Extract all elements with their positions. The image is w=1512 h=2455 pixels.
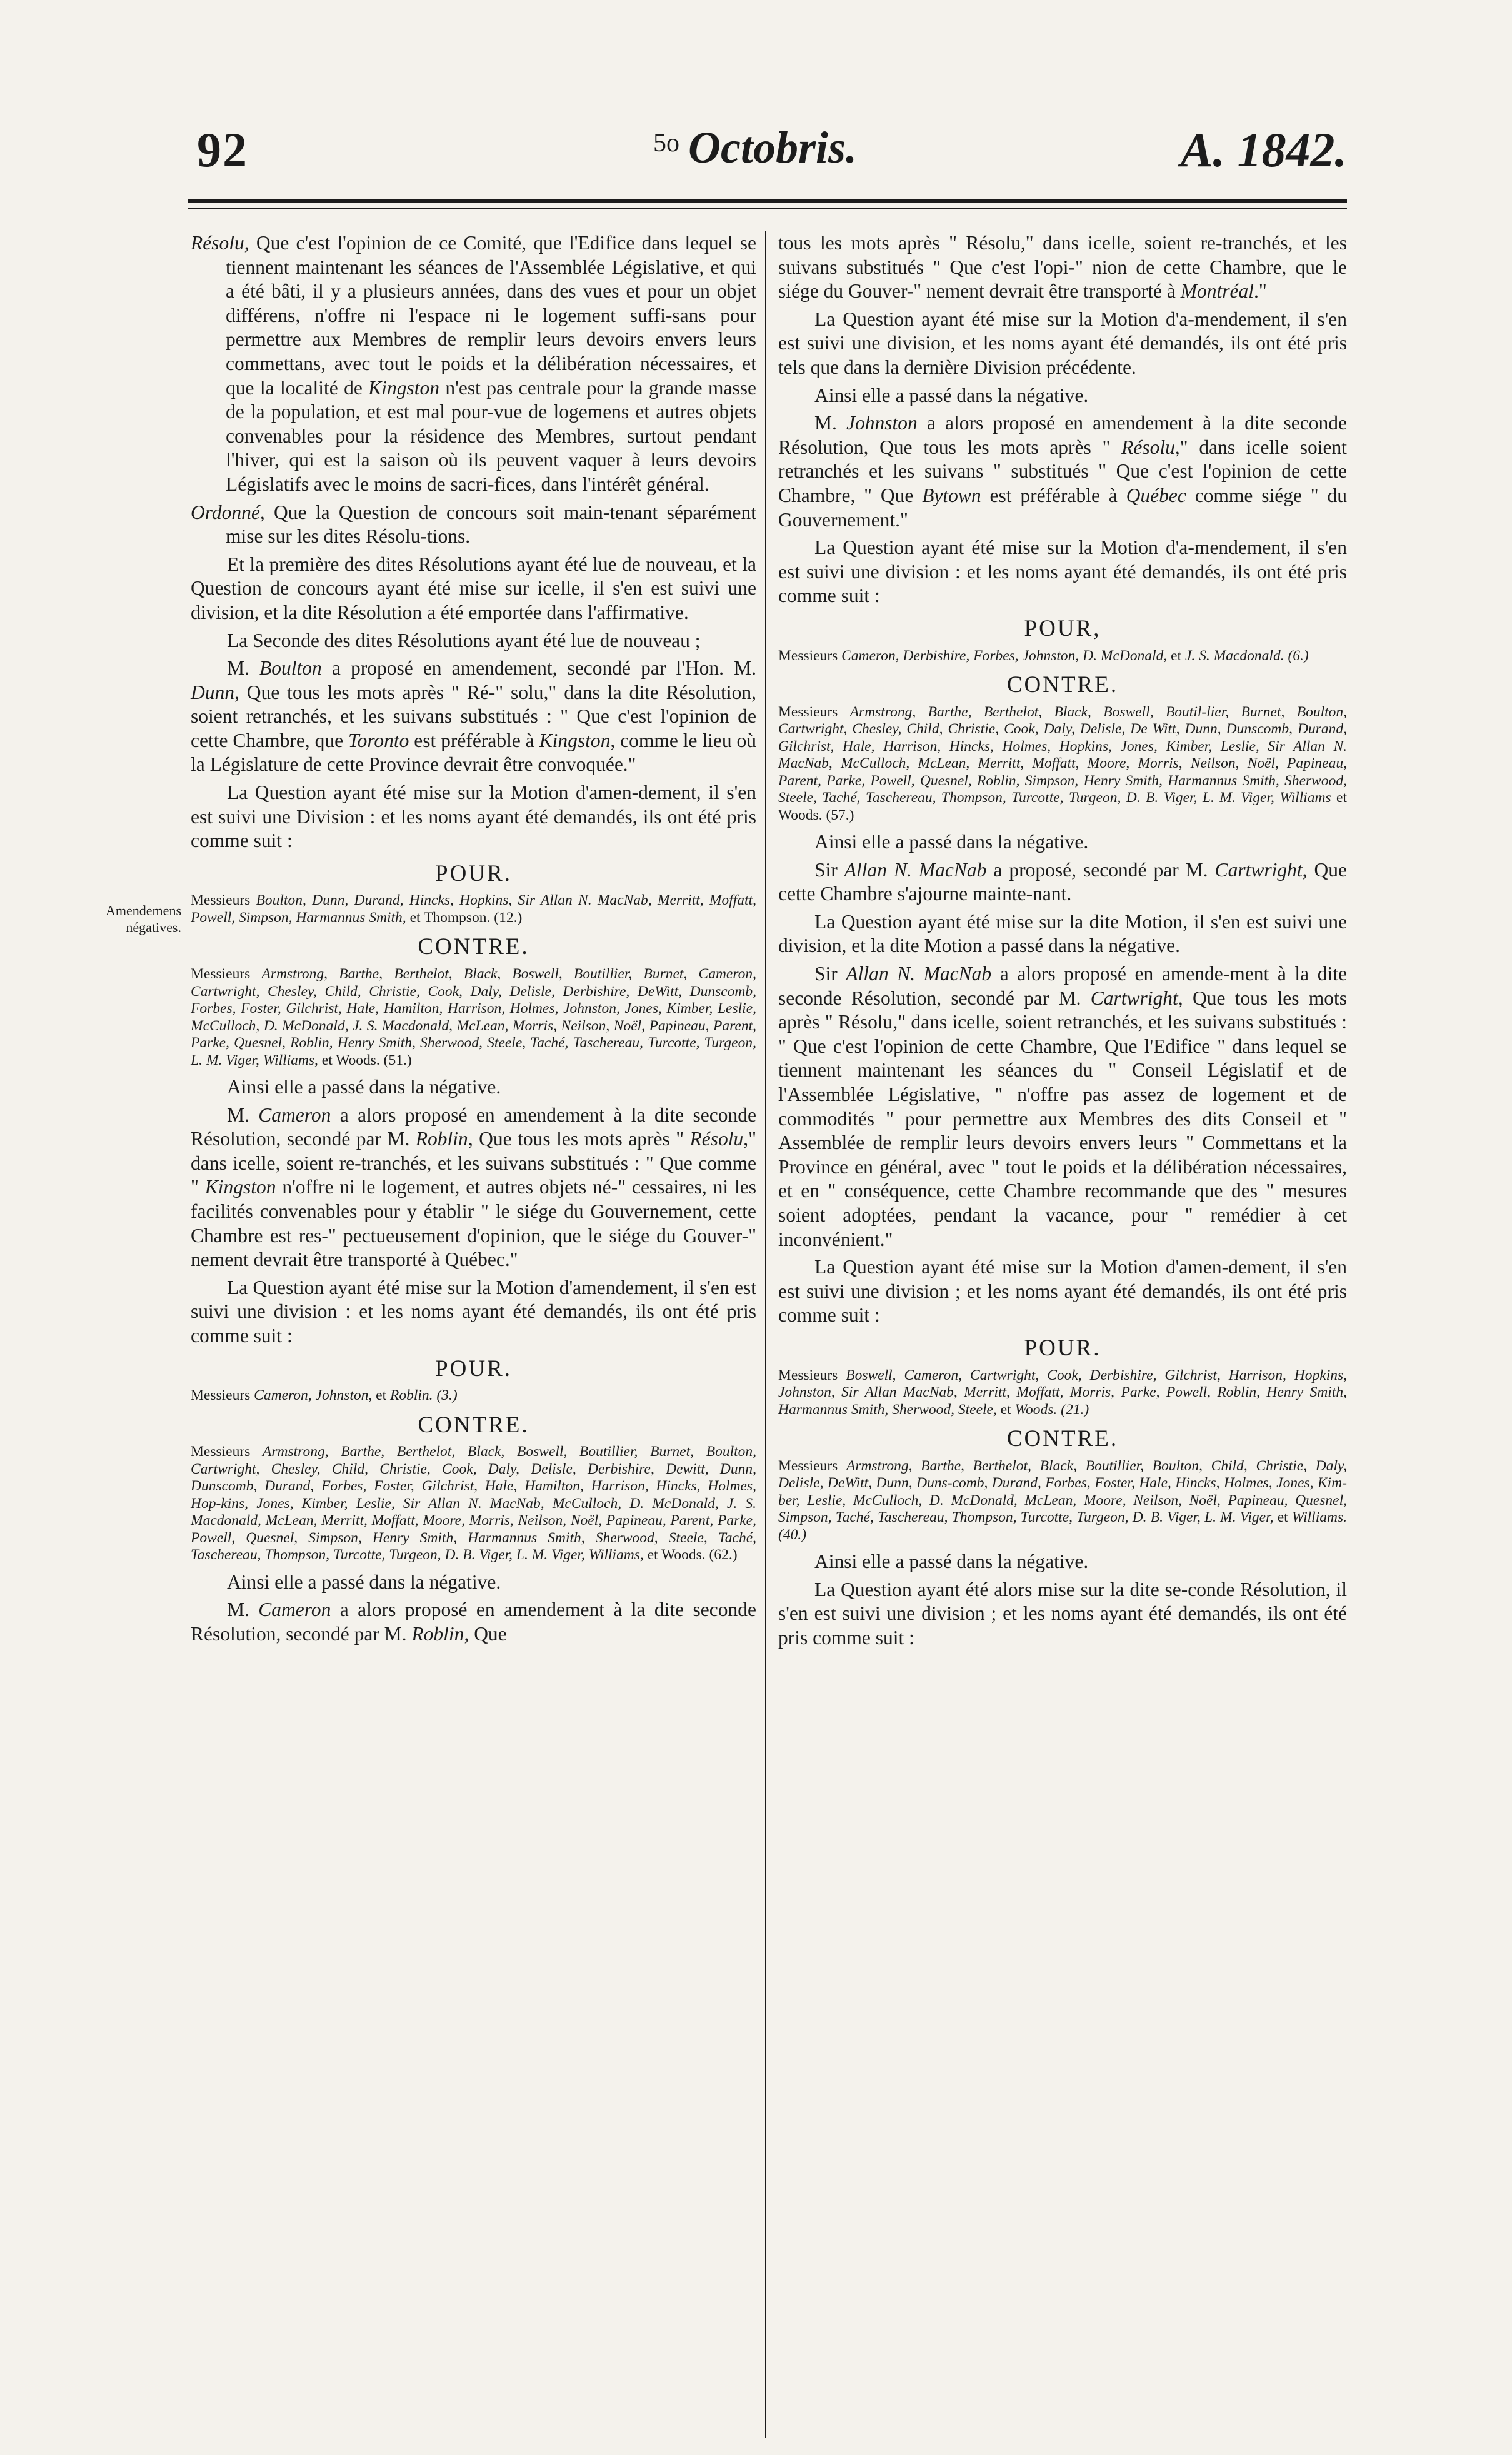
year: A. 1842. — [1180, 123, 1347, 177]
paragraph: La Question ayant été mise sur la dite Motion, il s'en est suivi une division, et la dite Motion a passé dans la négative. — [778, 910, 1347, 957]
right-column — [778, 231, 1347, 1654]
vote-heading-contre: CONTRE. — [1006, 1426, 1119, 1452]
vote-names-pour: Messieurs Boulton, Dunn, Durand, Hincks, Hopkins, Sir Allan N. MacNab, Merritt, Moffatt, Powell, Simpson, Harmannus Smith, et Thompson. (12.) — [191, 892, 756, 926]
paragraph: La Question ayant été mise sur la Motion d'amendement, il s'en est suivi une division : et les noms ayant été demandés, ils ont été pris comme suit : — [191, 1276, 756, 1347]
amendment-macnab: Sir Allan N. MacNab a alors proposé en amende-ment à la dite seconde Résolution, secondé par M. Cartwright, Que tous les mots après " Résolu," dans icelle, soient retranchés, et les suivans substitués : " Que c'est l'opinion de cette Chambre, Que l'Edifice " dans lequel se tiennent maintenant les séances du " Conseil Législatif et de l'Assemblée Législative, " n'offre pas assez de logement et de commodités " pour permettre aux Membres des dits Conseil et " Assemblée de remplir leurs devoirs envers leurs " Commettans et la Province en général, avec " tout le poids et la délibération nécessaires, et en " conséquence, cette Chambre recommande que des " mesures soient adoptées, pendant la vacance, pour " remédier à cet inconvénient." — [778, 963, 1347, 1250]
vote-names-contre: Messieurs Armstrong, Barthe, Berthelot, Black, Boswell, Boutillier, Burnet, Cameron, Cartwright, Chesley, Child, Christie, Cook, Daly, Delisle, Derbishire, DeWitt, Dunscomb, Forbes, Foster, Gilchrist, Hale, Hamilton, Harrison, Holmes, Johnston, Jones, Kimber, Leslie, McCulloch, D. McDonald, J. S. Macdonald, McLean, Morris, Neilson, Noël, Papineau, Parent, Parke, Quesnel, Roblin, Henry Smith, Sherwood, Steele, Taché, Taschereau, Turcotte, Turgeon, L. M. Viger, Williams, et Woods. (51.) — [191, 966, 757, 1068]
vote-heading-contre: CONTRE. — [418, 1412, 529, 1438]
vote-heading-pour: POUR. — [1024, 1335, 1101, 1361]
result-line: Ainsi elle a passé dans la négative. — [814, 1550, 1089, 1573]
page-number: 92 — [197, 123, 248, 177]
vote-heading-contre: CONTRE. — [1006, 672, 1119, 698]
date-month: Octobris. — [688, 123, 857, 173]
result-line: Ainsi elle a passé dans la négative. — [814, 831, 1089, 853]
amendment-continuation: tous les mots après " Résolu," dans icelle, soient re-tranchés, et les suivans substitués " Que c'est l'opi-" nion de cette Chambre, que le siége du Gouver-" nement devrait être transporté à Montréal." — [778, 232, 1347, 303]
vote-names-pour: Messieurs Cameron, Derbishire, Forbes, Johnston, D. McDonald, et J. S. Macdonald. (6.) — [778, 647, 1309, 664]
vote-heading-pour: POUR. — [435, 1355, 512, 1382]
amendment-boulton: M. Boulton a proposé en amendement, secondé par l'Hon. M. Dunn, Que tous les mots après " Ré-" solu," dans la dite Résolution, soient retranchés, et les suivans substitués : " Que c'est l'opinion de cette Chambre, que Toronto est préférable à Kingston, comme le lieu où la Législature de cette Province devrait être convoquée." — [191, 657, 756, 776]
paragraph: Et la première des dites Résolutions ayant été lue de nouveau, et la Question de concours ayant été mise sur icelle, il s'en est suivi une division, et la dite Résolution a été emportée dans l'affirmative. — [191, 553, 756, 623]
column-divider — [764, 231, 768, 2438]
vote-heading-contre: CONTRE. — [418, 934, 529, 960]
date-day: 5o — [653, 129, 679, 158]
vote-names-contre: Messieurs Armstrong, Barthe, Berthelot, Black, Boswell, Boutil-lier, Burnet, Boulton, Cartwright, Chesley, Child, Christie, Cook, Daly, Delisle, De Witt, Dunn, Dunscomb, Durand, Gilchrist, Hale, Harrison, Hincks, Holmes, Hopkins, Jones, Kimber, Leslie, Sir Allan N. MacNab, McCulloch, McLean, Merritt, Moffatt, Moore, Morris, Neilson, Noël, Papineau, Parent, Parke, Powell, Quesnel, Roblin, Simpson, Henry Smith, Harmannus Smith, Sherwood, Steele, Taché, Taschereau, Thompson, Turcotte, Turgeon, D. B. Viger, L. M. Viger, Williams et Woods. (57.) — [778, 703, 1348, 823]
result-line: Ainsi elle a passé dans la négative. — [227, 1570, 501, 1593]
session-date — [653, 122, 857, 174]
result-line: Ainsi elle a passé dans la négative. — [227, 1076, 501, 1098]
header-rule-thick — [188, 199, 1347, 203]
vote-names-contre: Messieurs Armstrong, Barthe, Berthelot, Black, Boutillier, Boulton, Child, Christie, Daly, Delisle, DeWitt, Dunn, Duns-comb, Durand, Forbes, Foster, Hale, Hincks, Holmes, Jones, Kim-ber, Leslie, McCulloch, D. McDonald, McLean, Moore, Neilson, Noël, Papineau, Quesnel, Simpson, Taché, Taschereau, Thompson, Turcotte, Turgeon, D. B. Viger, L. M. Viger, et Williams. (40.) — [778, 1457, 1347, 1543]
vote-names-contre: Messieurs Armstrong, Barthe, Berthelot, Black, Boswell, Boutillier, Burnet, Boulton, Cartwright, Chesley, Child, Christie, Cook, Daly, Delisle, Derbishire, Dewitt, Dunn, Dunscomb, Durand, Forbes, Foster, Gilchrist, Hale, Hamilton, Harrison, Hincks, Holmes, Hop-kins, Jones, Kimber, Leslie, Sir Allan N. MacNab, McCulloch, D. McDonald, J. S. Macdonald, McLean, Merritt, Moffatt, Moore, Morris, Neilson, Noël, Papineau, Parent, Parke, Powell, Quesnel, Simpson, Henry Smith, Harmannus Smith, Sherwood, Steele, Taché, Taschereau, Thompson, Turcotte, Turgeon, D. B. Viger, L. M. Viger, Williams, et Woods. (62.) — [191, 1443, 756, 1564]
page-header — [188, 122, 1347, 178]
amendment-cameron-2: M. Cameron a alors proposé en amendement à la dite seconde Résolution, secondé par M. Roblin, Que — [191, 1599, 756, 1645]
paragraph: La Question ayant été mise sur la Motion d'a-mendement, il s'en est suivi une division, et les noms ayant été demandés, ils ont été pris tels que dans la dernière Division précédente. — [778, 308, 1347, 378]
vote-names-pour: Messieurs Cameron, Johnston, et Roblin. (3.) — [191, 1387, 458, 1404]
left-column — [191, 231, 756, 1650]
resolution-text: Résolu, Que c'est l'opinion de ce Comité, que l'Edifice dans lequel se tiennent maintenant les séances de l'Assemblée Législative, et qui a été bâti, il y a plusieurs années, dans des vues et pour un objet différens, n'offre ni l'espace ni le logement suffi-sans pour permettre aux Membres de remplir leurs devoirs envers leurs commettans, avec tout le poids et la délibération nécessaires, et que la localité de Kingston n'est pas centrale pour la grande masse de la population, et est mal pour-vue de logemens et autres objets convenables pour la résidence des Membres, surtout pendant l'hiver, qui est la saison où ils peuvent vaquer à leurs devoirs Législatifs avec le moins de sacri-fices, dans l'intérêt général. — [191, 232, 757, 495]
paragraph: La Seconde des dites Résolutions ayant été lue de nouveau ; — [227, 629, 701, 651]
paragraph: La Question ayant été mise sur la Motion d'amen-dement, il s'en est suivi une division ; et les noms ayant été demandés, ils ont été pris comme suit : — [778, 1256, 1347, 1327]
order-text: Ordonné, Que la Question de concours soit main-tenant séparément mise sur les dites Résolu-tions. — [191, 501, 756, 548]
paragraph: La Question ayant été alors mise sur la dite se-conde Résolution, il s'en est suivi une division ; et les noms ayant été demandés, ils ont été pris comme suit : — [778, 1578, 1347, 1649]
result-line: Ainsi elle a passé dans la négative. — [814, 384, 1089, 406]
paragraph: La Question ayant été mise sur la Motion d'amen-dement, il s'en est suivi une Division : et les noms ayant été demandés, ils ont été pris comme suit : — [191, 781, 756, 852]
vote-heading-pour: POUR. — [435, 860, 512, 886]
vote-heading-pour: POUR, — [1024, 615, 1101, 641]
amendment-johnston: M. Johnston a alors proposé en amendement à la dite seconde Résolution, Que tous les mots après " Résolu," dans icelle soient retranchés et les suivans " substitués " Que c'est l'opinion de cette Chambre, " Que Bytown est préférable à Québec comme siége " du Gouvernement." — [778, 412, 1347, 531]
amendment-cameron: M. Cameron a alors proposé en amendement à la dite seconde Résolution, secondé par M. Roblin, Que tous les mots après " Résolu," dans icelle, soient re-tranchés, et les suivans substitués : " Que comme " Kingston n'offre ni le logement, et autres objets né-" cessaires, ni les facilités convenables pour y établir " le siége du Gouvernement, cette Chambre est res-" pectueusement d'opinion, que le siége du Gouver-" nement devrait être transporté à Québec." — [191, 1103, 757, 1271]
adjourn-motion: Sir Allan N. MacNab a proposé, secondé par M. Cartwright, Que cette Chambre s'ajourne mainte-nant. — [778, 858, 1347, 905]
paragraph: La Question ayant été mise sur la Motion d'a-mendement, il s'en est suivi une division : et les noms ayant été demandés, ils ont été pris comme suit : — [778, 536, 1347, 607]
vote-names-pour: Messieurs Boswell, Cameron, Cartwright, Cook, Derbishire, Gilchrist, Harrison, Hopkins, Johnston, Sir Allan MacNab, Merritt, Moffatt, Morris, Parke, Powell, Roblin, Henry Smith, Harmannus Smith, Sherwood, Steele, et Woods. (21.) — [778, 1367, 1347, 1418]
margin-note: Amendemens négatives. — [106, 903, 181, 935]
header-rule-thin — [188, 208, 1347, 209]
